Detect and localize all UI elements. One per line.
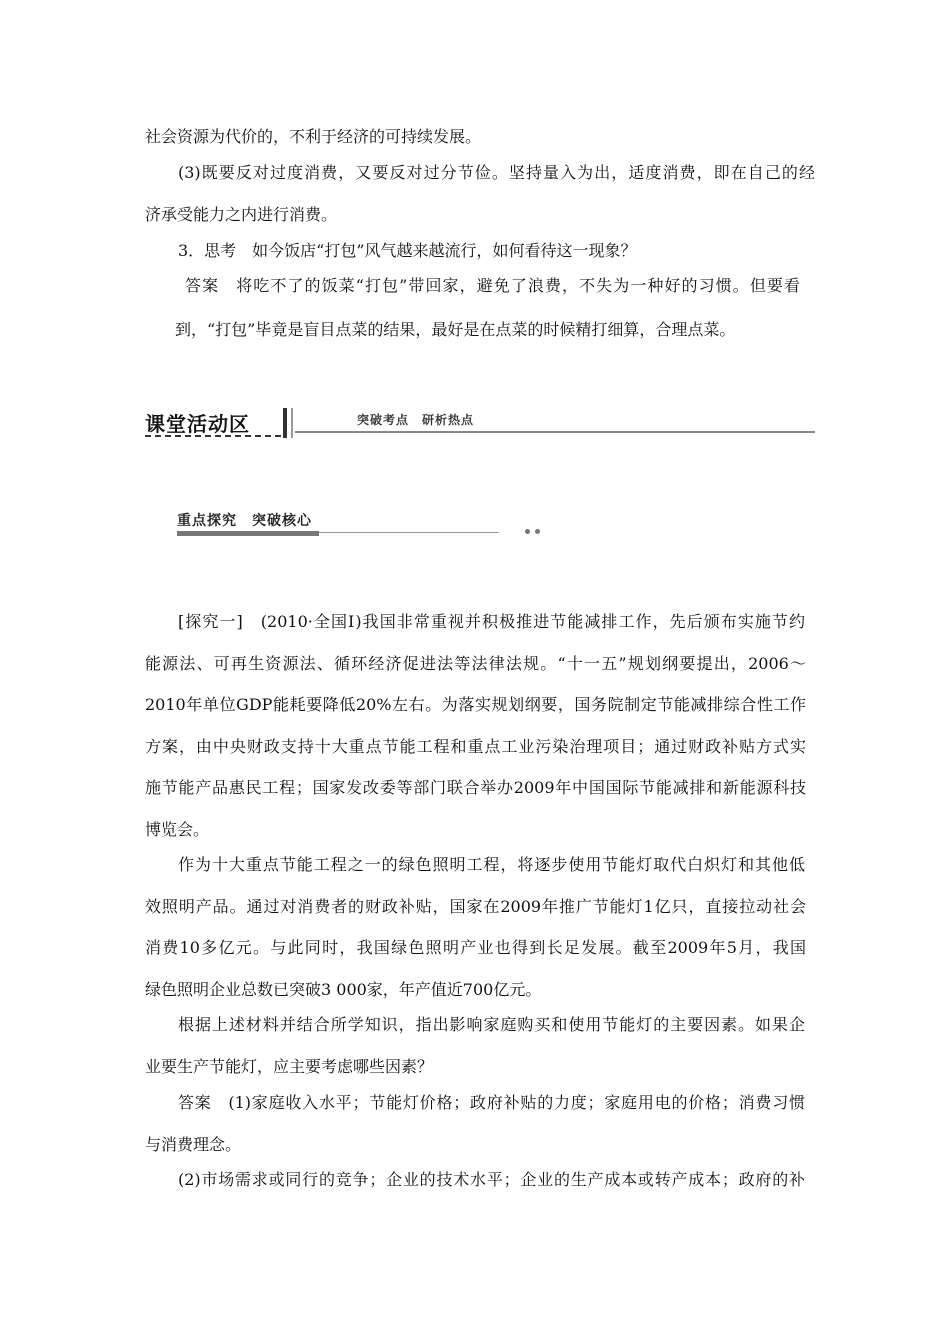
- section-banner-title: 课堂活动区: [145, 412, 250, 436]
- answer-line: 到，“打包”毕竟是盲目点菜的结果，最好是在点菜的时候精打细算，合理点菜。: [175, 320, 736, 339]
- banner-divider: [283, 408, 287, 438]
- bullet-dot-icon: [535, 529, 540, 534]
- sub-heading: [177, 510, 547, 540]
- text-line: 效照明产品。通过对消费者的财政补贴，国家在2009年推广节能灯1亿只，直接拉动社会: [145, 897, 806, 916]
- text-line: [探究一] (2010·全国Ⅰ)我国非常重视并积极推进节能减排工作，先后颁布实施节约: [178, 612, 805, 631]
- sub-heading-bar: [177, 531, 319, 536]
- bullet-dot-icon: [525, 529, 530, 534]
- text-line: 业要生产节能灯，应主要考虑哪些因素？: [145, 1057, 434, 1076]
- answer-line: 答案 (1)家庭收入水平；节能灯价格；政府补贴的力度；家庭用电的价格；消费习惯: [178, 1093, 805, 1112]
- text-line: 施节能产品惠民工程；国家发改委等部门联合举办2009年中国国际节能减排和新能源科技: [145, 778, 806, 797]
- text-line: 作为十大重点节能工程之一的绿色照明工程，将逐步使用节能灯取代白炽灯和其他低: [178, 855, 805, 874]
- answer-line: 答案 将吃不了的饭菜“打包”带回家，避免了浪费，不失为一种好的习惯。但要看: [185, 276, 800, 295]
- question-line: 3．思考 如今饭店“打包”风气越来越流行，如何看待这一现象？: [178, 241, 637, 260]
- text-line: 根据上述材料并结合所学知识，指出影响家庭购买和使用节能灯的主要因素。如果企: [178, 1015, 805, 1034]
- text-line: (3)既要反对过度消费，又要反对过分节俭。坚持量入为出，适度消费，即在自己的经: [178, 163, 815, 182]
- text-line: 博览会。: [145, 820, 210, 839]
- section-banner-subtitle: 突破考点 研析热点: [357, 413, 475, 427]
- answer-line: 与消费理念。: [145, 1135, 242, 1154]
- text-line: 2010年单位GDP能耗要降低20%左右。为落实规划纲要，国务院制定节能减排综合性工作: [145, 695, 806, 714]
- sub-heading-title: 重点探究 突破核心: [177, 513, 312, 529]
- text-line: 消费10多亿元。与此同时，我国绿色照明产业也得到长足发展。截至2009年5月，我国: [145, 938, 806, 957]
- answer-line: (2)市场需求或同行的竞争；企业的技术水平；企业的生产成本或转产成本；政府的补: [178, 1170, 805, 1189]
- text-line: 能源法、可再生资源法、循环经济促进法等法律法规。“十一五”规划纲要提出，2006～: [145, 654, 806, 673]
- banner-dash-underline: [145, 435, 281, 437]
- banner-divider: [291, 408, 293, 438]
- section-banner: [145, 404, 815, 440]
- text-line: 社会资源为代价的，不利于经济的可持续发展。: [145, 127, 482, 146]
- sub-heading-rule: [319, 532, 499, 533]
- text-line: 济承受能力之内进行消费。: [145, 205, 338, 224]
- text-line: 方案，由中央财政支持十大重点节能工程和重点工业污染治理项目；通过财政补贴方式实: [145, 737, 806, 756]
- banner-rule: [295, 431, 815, 433]
- text-line: 绿色照明企业总数已突破3 000家，年产值近700亿元。: [145, 980, 542, 999]
